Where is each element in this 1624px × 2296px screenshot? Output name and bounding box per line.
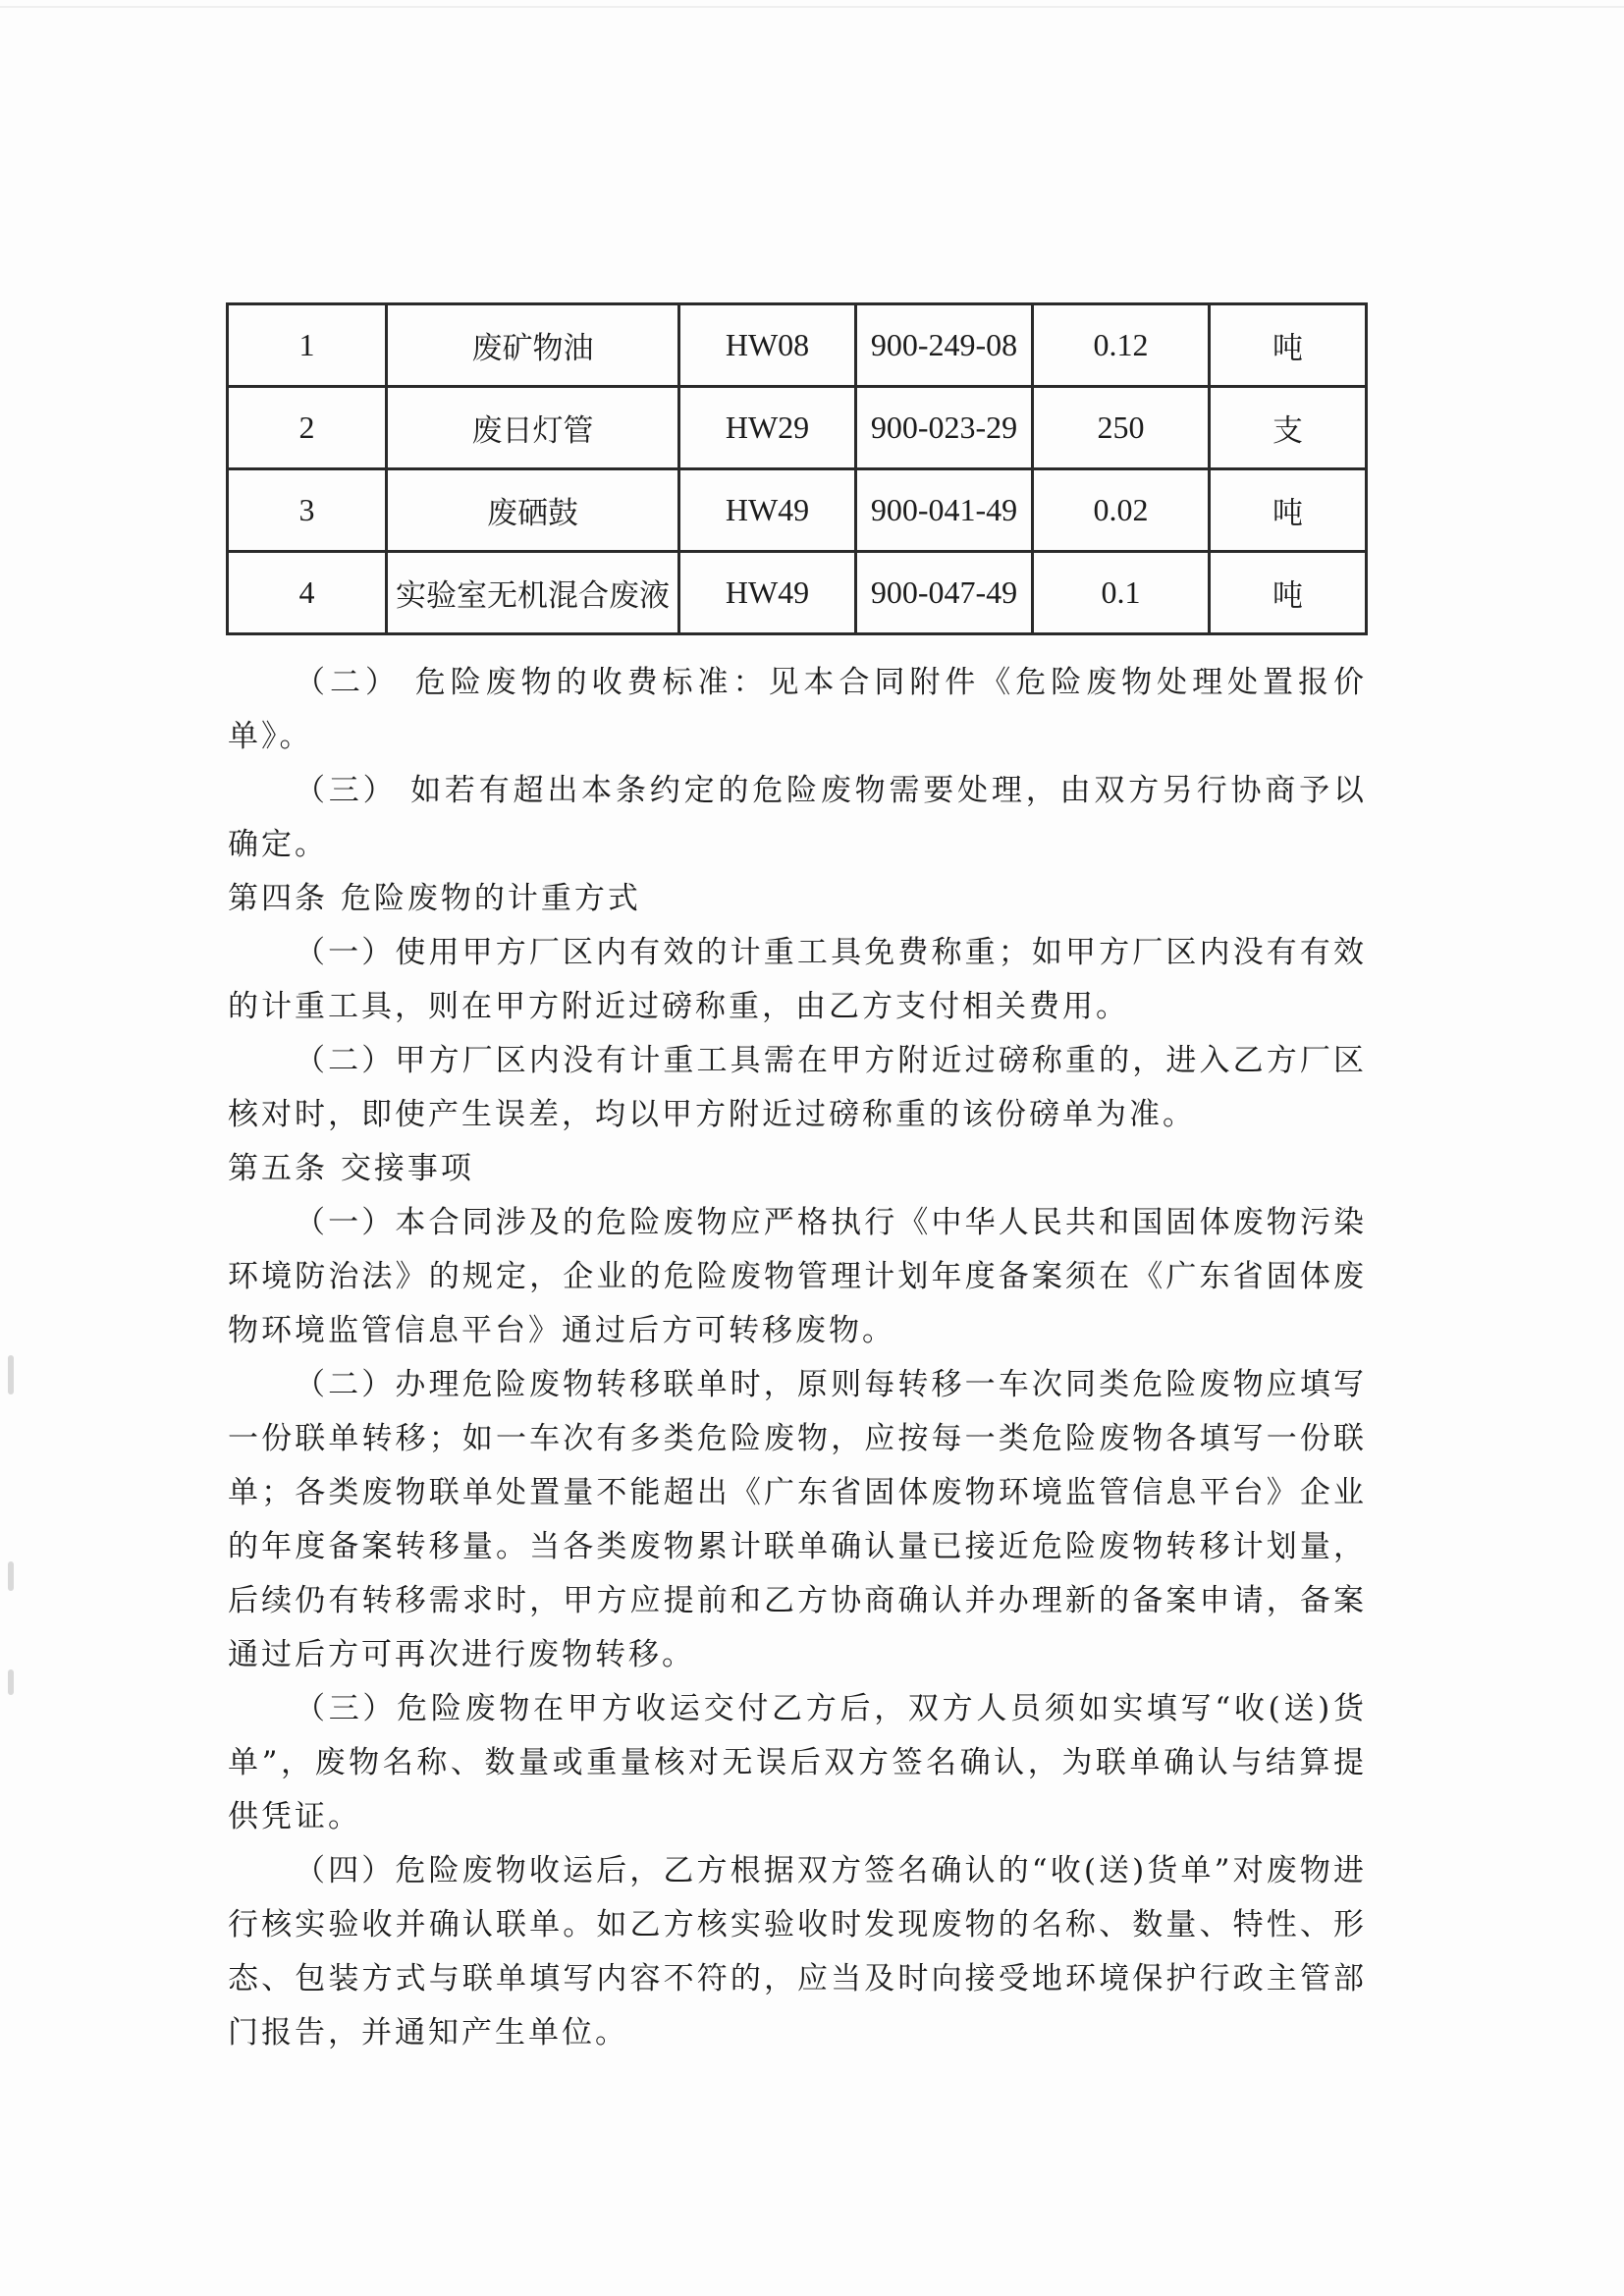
table-row <box>228 304 1367 387</box>
row-number: 4 <box>228 552 387 634</box>
waste-unit: 吨 <box>1210 469 1367 552</box>
waste-name: 废硒鼓 <box>387 469 679 552</box>
waste-category: HW49 <box>679 469 856 552</box>
waste-category: HW08 <box>679 304 856 387</box>
article4-heading: 第四条 危险废物的计重方式 <box>228 881 641 916</box>
table-row <box>228 469 1367 552</box>
article4-clause-1: （一）使用甲方厂区内有效的计重工具免费称重；如甲方厂区内没有有效的计重工具，则在甲方附近过磅称重，由乙方支付相关费用。 <box>228 935 1367 1024</box>
waste-quantity: 0.1 <box>1033 552 1210 634</box>
waste-name: 实验室无机混合废液 <box>387 552 679 634</box>
waste-unit: 吨 <box>1210 552 1367 634</box>
table-row <box>228 387 1367 469</box>
row-number: 3 <box>228 469 387 552</box>
scan-artifact <box>8 1355 14 1394</box>
hazardous-waste-table <box>226 302 1368 635</box>
article3-clause-2: （二） 危险废物的收费标准：见本合同附件《危险废物处理处置报价单》。 <box>228 665 1367 754</box>
article5-heading: 第五条 交接事项 <box>228 1151 474 1186</box>
waste-name: 废矿物油 <box>387 304 679 387</box>
waste-name: 废日灯管 <box>387 387 679 469</box>
scan-artifact <box>8 1669 14 1695</box>
article5-clause-2: （二）办理危险废物转移联单时，原则每转移一车次同类危险废物应填写一份联单转移；如一车次有多类危险废物，应按每一类危险废物各填写一份联单；各类废物联单处置量不能超出《广东省固体废物环境监管信息平台》企业的年度备案转移量。当各类废物累计联单确认量已接近危险废物转移计划量，后续仍有转移需求时，甲方应提前和乙方协商确认并办理新的备案申请，备案通过后方可再次进行废物转移。 <box>228 1367 1367 1672</box>
waste-quantity: 250 <box>1033 387 1210 469</box>
waste-quantity: 0.12 <box>1033 304 1210 387</box>
scan-artifact <box>8 1561 14 1591</box>
article5-clause-4: （四）危险废物收运后，乙方根据双方签名确认的“收(送)货单”对废物进行核实验收并确认联单。如乙方核实验收时发现废物的名称、数量、特性、形态、包装方式与联单填写内容不符的，应当及时向接受地环境保护行政主管部门报告，并通知产生单位。 <box>228 1853 1367 2050</box>
article5-clause-3: （三）危险废物在甲方收运交付乙方后，双方人员须如实填写“收(送)货单”，废物名称、数量或重量核对无误后双方签名确认，为联单确认与结算提供凭证。 <box>228 1691 1367 1834</box>
waste-code: 900-249-08 <box>856 304 1033 387</box>
contract-body-text <box>228 656 1367 2060</box>
waste-quantity: 0.02 <box>1033 469 1210 552</box>
waste-code: 900-041-49 <box>856 469 1033 552</box>
row-number: 1 <box>228 304 387 387</box>
row-number: 2 <box>228 387 387 469</box>
waste-code: 900-047-49 <box>856 552 1033 634</box>
article3-clause-3: （三） 如若有超出本条约定的危险废物需要处理，由双方另行协商予以确定。 <box>228 773 1367 862</box>
waste-code: 900-023-29 <box>856 387 1033 469</box>
waste-category: HW29 <box>679 387 856 469</box>
article4-clause-2: （二）甲方厂区内没有计重工具需在甲方附近过磅称重的，进入乙方厂区核对时，即使产生误差，均以甲方附近过磅称重的该份磅单为准。 <box>228 1043 1367 1132</box>
table-row <box>228 552 1367 634</box>
scan-top-edge <box>0 6 1624 8</box>
article5-clause-1: （一）本合同涉及的危险废物应严格执行《中华人民共和国固体废物污染环境防治法》的规定，企业的危险废物管理计划年度备案须在《广东省固体废物环境监管信息平台》通过后方可转移废物。 <box>228 1205 1367 1348</box>
waste-category: HW49 <box>679 552 856 634</box>
waste-unit: 支 <box>1210 387 1367 469</box>
waste-unit: 吨 <box>1210 304 1367 387</box>
